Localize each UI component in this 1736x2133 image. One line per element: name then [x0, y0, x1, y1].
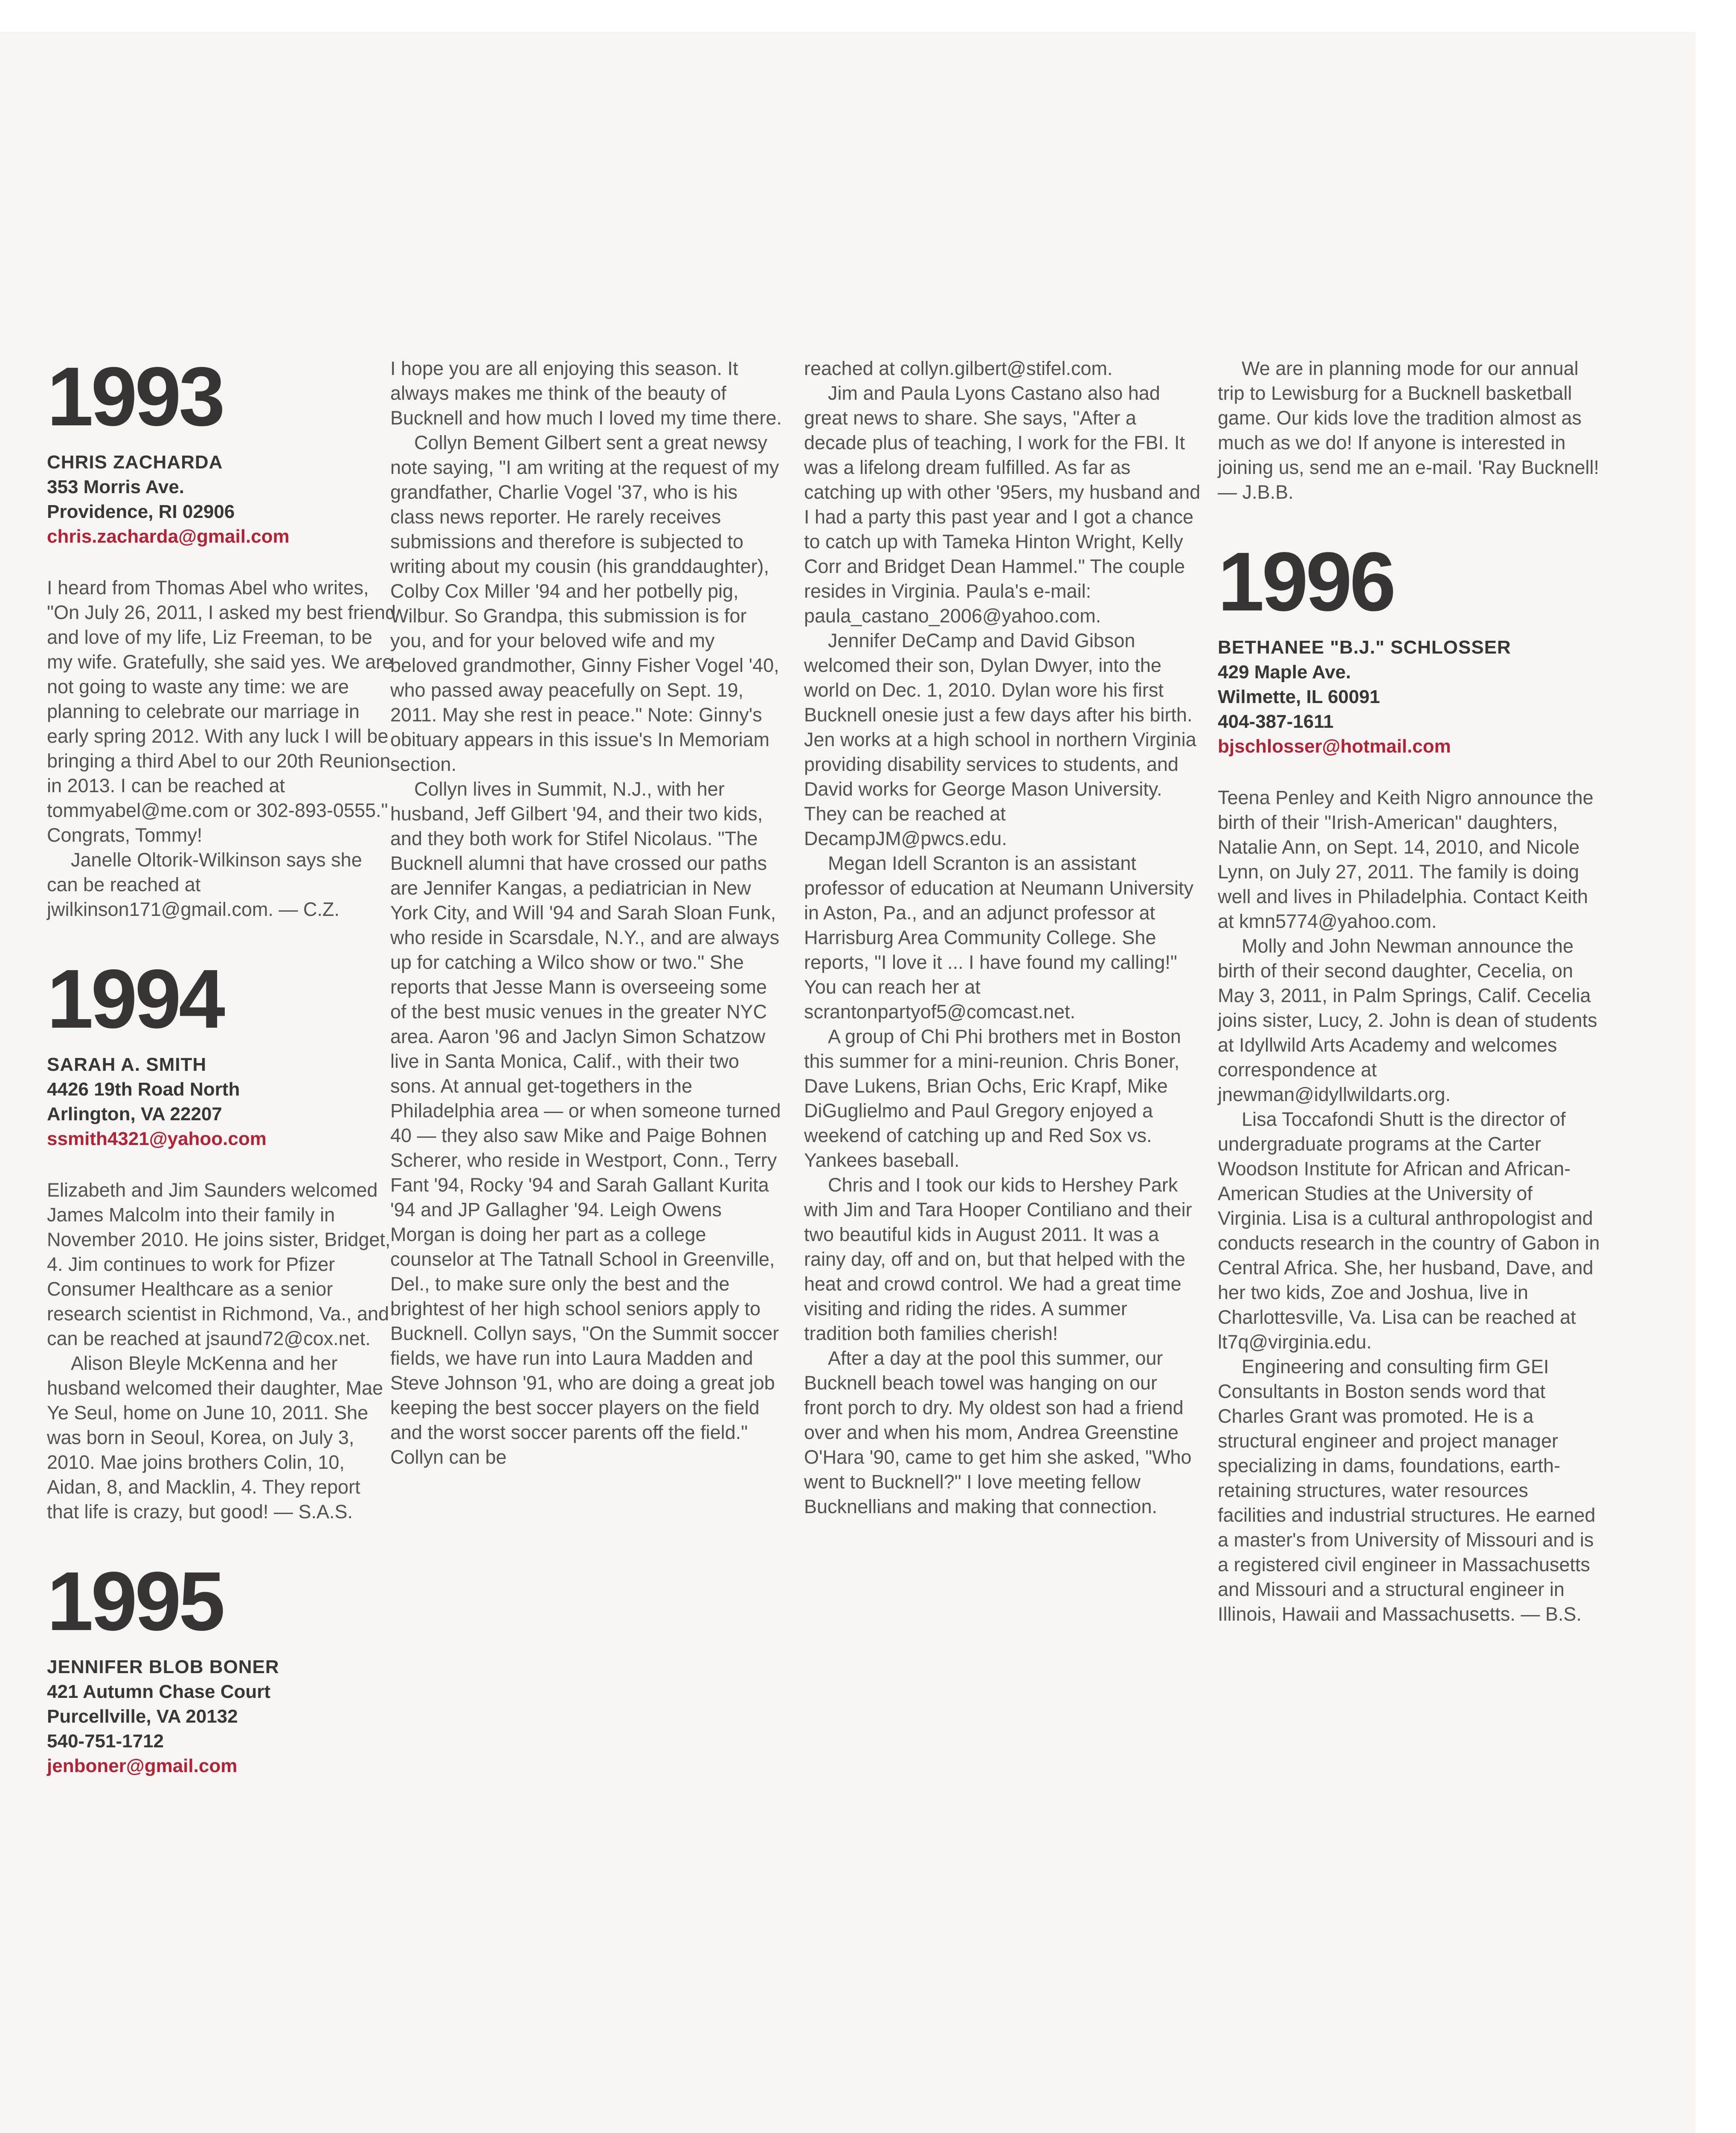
news-paragraph: Molly and John Newman announce the birth of their second daughter, Cecelia, on May 3, 2011, in Palm Springs, Calif. Cecelia joins sister, Lucy, 2. John is dean of students at Idyllwild Arts Academy and welcomes correspondence at jnewman@idyllwildarts.org. [1218, 935, 1597, 1105]
class-year-heading: 1994 [47, 952, 223, 1046]
class-contact [1218, 635, 1602, 759]
class-year-heading: 1996 [1218, 535, 1394, 628]
column-2 [390, 356, 783, 1470]
address-city: Purcellville, VA 20132 [47, 1706, 238, 1727]
class-year-heading: 1993 [47, 350, 223, 443]
class-contact [47, 1655, 397, 1778]
class-contact [47, 1052, 397, 1151]
correspondent-email[interactable]: jenboner@gmail.com [47, 1755, 238, 1776]
news-paragraph: We are in planning mode for our annual trip to Lewisburg for a Bucknell basketball game. Our kids love the tradition almost as much as we do! If anyone is interested in joining us, send me an e-mail. 'Ray Bucknell! — J.B.B. [1218, 357, 1600, 503]
news-paragraph: Jim and Paula Lyons Castano also had great news to share. She says, "After a decade plus of teaching, I work for the FBI. It was a lifelong dream fulfilled. As far as catching up with other '95ers, my husband and I had a party this past year and I got a chance to catch up with Tameka Hinton Wright, Kelly Corr and Bridget Dean Hammel." The couple resides in Virginia. Paula's e-mail: paula_castano_2006@yahoo.com. [804, 382, 1201, 627]
address-city: Arlington, VA 22207 [47, 1104, 222, 1125]
news-paragraph: Alison Bleyle McKenna and her husband welcomed their daughter, Mae Ye Seul, home on June 10, 2011. She was born in Seoul, Korea, on July 3, 2010. Mae joins brothers Colin, 10, Aidan, 8, and Macklin, 4. They report that life is crazy, but good! — S.A.S. [47, 1352, 383, 1523]
correspondent-name: JENNIFER BLOB BONER [47, 1656, 279, 1677]
correspondent-phone: 404-387-1611 [1218, 711, 1334, 732]
news-paragraph: After a day at the pool this summer, our Bucknell beach towel was hanging on our front porch to dry. My oldest son had a friend over and when his mom, Andrea Greenstine O'Hara '90, came to get him she asked, "Who went to Bucknell?" I love meeting fellow Bucknellians and making that connection. [804, 1347, 1192, 1517]
news-paragraph: reached at collyn.gilbert@stifel.com. [804, 357, 1113, 379]
correspondent-email[interactable]: ssmith4321@yahoo.com [47, 1128, 267, 1149]
column-1 [47, 350, 397, 1778]
column-4 [1218, 356, 1602, 1627]
class-1994 [47, 952, 397, 1524]
address-line: 353 Morris Ave. [47, 477, 185, 497]
correspondent-name: SARAH A. SMITH [47, 1054, 207, 1075]
address-city: Wilmette, IL 60091 [1218, 686, 1380, 707]
news-paragraph: Collyn Bement Gilbert sent a great newsy note saying, "I am writing at the request of my grandfather, Charlie Vogel '37, who is his class news reporter. He rarely receives submissions and therefore is subjected to writing about my cousin (his granddaughter), Colby Cox Miller '94 and her potbelly pig, Wilbur. So Grandpa, this submission is for you, and for your beloved wife and my beloved grandmother, Ginny Fisher Vogel '40, who passed away peacefully on Sept. 19, 2011. May she rest in peace." Note: Ginny's obituary appears in this issue's In Memoriam section. [390, 432, 779, 775]
class-1993 [47, 350, 397, 922]
news-paragraph: Jennifer DeCamp and David Gibson welcomed their son, Dylan Dwyer, into the world on Dec. 1, 2010. Dylan wore his first Bucknell onesie just a few days after his birth. Jen works at a high school in northern Virginia providing disability services to students, and David works for George Mason University. They can be reached at DecampJM@pwcs.edu. [804, 630, 1196, 849]
news-paragraph: Collyn lives in Summit, N.J., with her husband, Jeff Gilbert '94, and their two kids, and they both work for Stifel Nicolaus. "The Bucknell alumni that have crossed our paths are Jennifer Kangas, a pediatrician in New York City, and Will '94 and Sarah Sloan Funk, who reside in Scarsdale, N.Y., and are always up for catching a Wilco show or two." She reports that Jesse Mann is overseeing some of the best music venues in the greater NYC area. Aaron '96 and Jaclyn Simon Schatzow live in Santa Monica, Calif., with their two sons. At annual get-togethers in the Philadelphia area — or when someone turned 40 — they also saw Mike and Paige Bohnen Scherer, who reside in Westport, Conn., Terry Fant '94, Rocky '94 and Sarah Gallant Kurita '94 and JP Gallagher '94. Leigh Owens Morgan is doing her part as a college counselor at The Tatnall School in Greenville, Del., to make sure only the best and the brightest of her high school seniors apply to Bucknell. Collyn says, "On the Summit soccer fields, we have run into Laura Madden and Steve Johnson '91, who are doing a great job keeping the best soccer players on the field and the worst soccer parents off the field." Collyn can be [390, 778, 781, 1468]
correspondent-email[interactable]: chris.zacharda@gmail.com [47, 526, 290, 547]
news-paragraph: Chris and I took our kids to Hershey Park with Jim and Tara Hooper Contiliano and their two beautiful kids in August 2011. It was a rainy day, off and on, but that helped with the heat and crowd control. We had a great time visiting and riding the rides. A summer tradition both families cherish! [804, 1174, 1192, 1344]
address-line: 421 Autumn Chase Court [47, 1681, 271, 1702]
column-3 [804, 356, 1201, 1519]
address-city: Providence, RI 02906 [47, 501, 235, 522]
class-1995 [47, 1555, 397, 1778]
news-paragraph: Teena Penley and Keith Nigro announce the birth of their "Irish-American" daughters, Natalie Ann, on Sept. 14, 2010, and Nicole Lynn, on July 27, 2011. The family is doing well and lives in Philadelphia. Contact Keith at kmn5774@yahoo.com. [1218, 787, 1594, 932]
correspondent-email[interactable]: bjschlosser@hotmail.com [1218, 736, 1451, 757]
news-paragraph: Megan Idell Scranton is an assistant professor of education at Neumann University in Aston, Pa., and an adjunct professor at Harrisburg Area Community College. She reports, "I love it ... I have found my calling!" You can reach her at scrantonpartyof5@comcast.net. [804, 852, 1193, 1023]
news-paragraph: Engineering and consulting firm GEI Consultants in Boston sends word that Charles Grant was promoted. He is a structural engineer and project manager specializing in dams, foundations, earth-retaining structures, water resources facilities and industrial structures. He earned a master's from University of Missouri and is a registered civil engineer in Massachusetts and Missouri and a structural engineer in Illinois, Hawaii and Massachusetts. — B.S. [1218, 1356, 1596, 1625]
correspondent-name: BETHANEE "B.J." SCHLOSSER [1218, 637, 1511, 658]
news-paragraph: Lisa Toccafondi Shutt is the director of undergraduate programs at the Carter Woodson Institute for African and African-American Studies at the University of Virginia. Lisa is a cultural anthropologist and conducts research in the country of Gabon in Central Africa. She, her husband, Dave, and her two kids, Zoe and Joshua, live in Charlottesville, Va. Lisa can be reached at lt7q@virginia.edu. [1218, 1108, 1600, 1353]
correspondent-phone: 540-751-1712 [47, 1731, 164, 1752]
news-paragraph: A group of Chi Phi brothers met in Boston this summer for a mini-reunion. Chris Boner, Dave Lukens, Brian Ochs, Eric Krapf, Mike DiGuglielmo and Paul Gregory enjoyed a weekend of catching up and Red Sox vs. Yankees baseball. [804, 1026, 1181, 1171]
class-contact [47, 450, 397, 549]
news-paragraph: Janelle Oltorik-Wilkinson says she can be reached at jwilkinson171@gmail.com. — C.Z. [47, 849, 362, 920]
address-line: 4426 19th Road North [47, 1079, 240, 1100]
news-paragraph: I heard from Thomas Abel who writes, "On July 26, 2011, I asked my best friend and love of my life, Liz Freeman, to be my wife. Gratefully, she said yes. We are not going to waste any time: we are planning to celebrate our marriage in early spring 2012. With any luck I will be bringing a third Abel to our 20th Reunion in 2013. I can be reached at tommyabel@me.com or 302-893-0555." Congrats, Tommy! [47, 577, 396, 846]
news-paragraph: I hope you are all enjoying this season. It always makes me think of the beauty of Bucknell and how much I loved my time there. [390, 357, 782, 429]
correspondent-name: CHRIS ZACHARDA [47, 452, 223, 473]
address-line: 429 Maple Ave. [1218, 662, 1351, 683]
class-1996 [1218, 535, 1602, 1627]
news-paragraph: Elizabeth and Jim Saunders welcomed James Malcolm into their family in November 2010. He joins sister, Bridget, 4. Jim continues to work for Pfizer Consumer Healthcare as a senior research scientist in Richmond, Va., and can be reached at jsaund72@cox.net. [47, 1179, 391, 1349]
class-year-heading: 1995 [47, 1555, 223, 1648]
